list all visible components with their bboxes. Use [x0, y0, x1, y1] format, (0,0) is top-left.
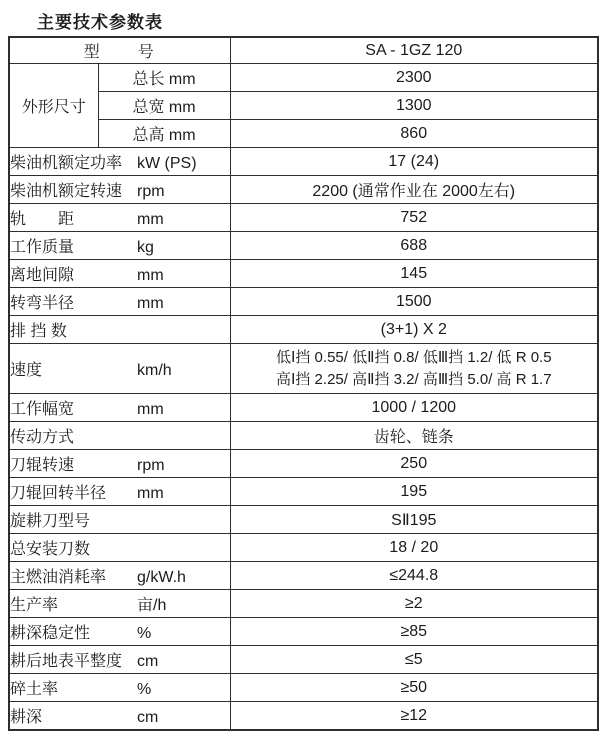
param-value: ≥50	[230, 674, 598, 702]
param-unit: %	[137, 625, 152, 642]
param-unit: mm	[137, 295, 164, 312]
param-label: 柴油机额定功率	[10, 155, 123, 172]
param-label: 总高 mm	[98, 120, 230, 148]
param-unit: %	[137, 681, 152, 698]
param-unit: g/kW.h	[137, 569, 186, 586]
row-soil-crushing-rate	[9, 674, 598, 702]
param-label-cell	[9, 232, 230, 260]
param-value: ≤244.8	[230, 562, 598, 590]
row-blade-count	[9, 534, 598, 562]
param-label: 总宽 mm	[98, 92, 230, 120]
param-label-cell	[9, 562, 230, 590]
param-label-cell	[9, 288, 230, 316]
param-label: 排 挡 数	[10, 323, 67, 340]
param-label-cell	[9, 176, 230, 204]
param-value: 1000 / 1200	[230, 394, 598, 422]
row-turning-radius	[9, 288, 598, 316]
param-label: 耕后地表平整度	[10, 653, 123, 670]
param-label-cell	[9, 204, 230, 232]
param-label: 工作幅宽	[10, 401, 75, 418]
param-value: (3+1) X 2	[230, 316, 598, 344]
param-label-cell	[9, 478, 230, 506]
spec-table	[8, 36, 599, 731]
param-label: 耕深	[10, 709, 43, 726]
row-fuel-consumption	[9, 562, 598, 590]
row-speed	[9, 344, 598, 394]
row-overall-width	[9, 92, 598, 120]
param-unit: mm	[137, 401, 164, 418]
param-label-cell	[9, 618, 230, 646]
param-label: 工作质量	[10, 239, 75, 256]
param-label-cell	[9, 590, 230, 618]
param-unit: mm	[137, 485, 164, 502]
param-value: 688	[230, 232, 598, 260]
param-value: 250	[230, 450, 598, 478]
row-overall-height	[9, 120, 598, 148]
param-value-cell	[230, 344, 598, 394]
param-value: 2300	[230, 64, 598, 92]
row-engine-speed	[9, 176, 598, 204]
param-unit: 亩/h	[137, 597, 167, 614]
param-value: 145	[230, 260, 598, 288]
param-label-cell	[9, 534, 230, 562]
page-title: 主要技术参数表	[37, 13, 163, 32]
model-value: SA - 1GZ 120	[230, 37, 598, 64]
param-label-cell	[9, 450, 230, 478]
param-unit: mm	[137, 267, 164, 284]
row-blade-model	[9, 506, 598, 534]
param-label-cell	[9, 344, 230, 394]
row-tilling-depth	[9, 702, 598, 731]
param-label: 转弯半径	[10, 295, 75, 312]
param-value: 齿轮、链条	[230, 422, 598, 450]
param-value: ≤5	[230, 646, 598, 674]
dimensions-group-label: 外形尺寸	[9, 64, 98, 148]
row-productivity	[9, 590, 598, 618]
speed-value-line-1: 低Ⅰ挡 0.55/ 低Ⅱ挡 0.8/ 低Ⅲ挡 1.2/ 低 R 0.5	[275, 348, 552, 366]
row-blade-roller-speed	[9, 450, 598, 478]
param-value: 2200 (通常作业在 2000左右)	[230, 176, 598, 204]
param-unit: km/h	[137, 362, 172, 379]
param-value: 195	[230, 478, 598, 506]
param-label: 旋耕刀型号	[10, 513, 91, 530]
param-label-cell	[9, 702, 230, 731]
param-label: 离地间隙	[10, 267, 75, 284]
param-label: 轨 距	[10, 211, 75, 228]
param-label: 刀辊回转半径	[10, 485, 107, 502]
param-label: 主燃油消耗率	[10, 569, 107, 586]
param-label-cell	[9, 316, 230, 344]
row-working-mass	[9, 232, 598, 260]
model-label: 型 号	[9, 37, 230, 64]
row-tilling-depth-stability	[9, 618, 598, 646]
param-label-cell	[9, 148, 230, 176]
row-transmission-type	[9, 422, 598, 450]
param-value: 17 (24)	[230, 148, 598, 176]
param-unit: mm	[137, 211, 164, 228]
param-value: SⅡ195	[230, 506, 598, 534]
row-overall-length	[9, 64, 598, 92]
param-unit: rpm	[137, 457, 165, 474]
param-label-cell	[9, 674, 230, 702]
row-blade-roller-radius	[9, 478, 598, 506]
param-unit: kg	[137, 239, 154, 256]
param-unit: cm	[137, 653, 159, 670]
row-engine-power	[9, 148, 598, 176]
param-unit: rpm	[137, 183, 165, 200]
param-value: ≥85	[230, 618, 598, 646]
param-label: 刀辊转速	[10, 457, 75, 474]
row-ground-clearance	[9, 260, 598, 288]
param-label-cell	[9, 422, 230, 450]
param-label: 总长 mm	[98, 64, 230, 92]
param-unit: cm	[137, 709, 159, 726]
param-unit: kW (PS)	[137, 155, 197, 172]
speed-value-line-2: 高Ⅰ挡 2.25/ 高Ⅱ挡 3.2/ 高Ⅲ挡 5.0/ 高 R 1.7	[275, 370, 552, 388]
param-value: 860	[230, 120, 598, 148]
param-label: 传动方式	[10, 429, 75, 446]
param-value: ≥12	[230, 702, 598, 731]
param-value: 752	[230, 204, 598, 232]
param-label: 柴油机额定转速	[10, 183, 123, 200]
row-working-width	[9, 394, 598, 422]
param-value: ≥2	[230, 590, 598, 618]
row-model	[9, 37, 598, 64]
row-surface-flatness	[9, 646, 598, 674]
param-label-cell	[9, 506, 230, 534]
param-label-cell	[9, 260, 230, 288]
param-label-cell	[9, 394, 230, 422]
row-gear-count	[9, 316, 598, 344]
param-value: 18 / 20	[230, 534, 598, 562]
row-track-gauge	[9, 204, 598, 232]
param-value: 1500	[230, 288, 598, 316]
param-label: 耕深稳定性	[10, 625, 91, 642]
param-value: 1300	[230, 92, 598, 120]
param-label-cell	[9, 646, 230, 674]
param-label: 总安装刀数	[10, 541, 91, 558]
param-label: 碎土率	[10, 681, 59, 698]
param-label: 速度	[10, 362, 43, 379]
param-label: 生产率	[10, 597, 59, 614]
